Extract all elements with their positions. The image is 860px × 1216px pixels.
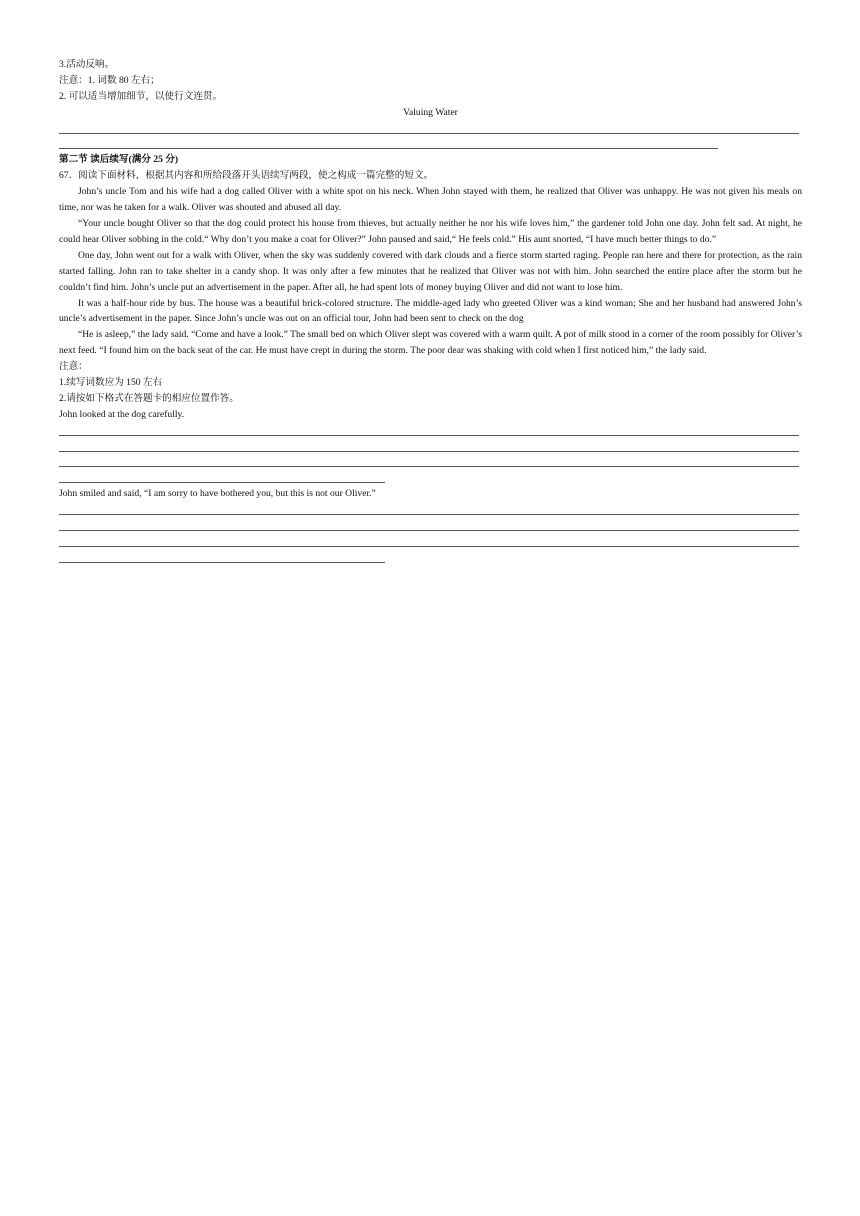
essay-title: Valuing Water	[403, 106, 458, 118]
paragraph-opening-1: John looked at the dog carefully.	[59, 408, 185, 420]
answer-line	[59, 121, 799, 137]
note-continuation-length: 1.续写词数应为 150 左右	[59, 377, 163, 389]
answer-line	[59, 423, 799, 439]
section-heading: 第二节 读后续写(满分 25 分)	[59, 154, 179, 166]
item-3-text: 3.活动反响。	[59, 59, 115, 70]
story-paragraph: John’s uncle Tom and his wife had a dog called Oliver with a white spot on his neck. When John stayed with them, he realized that Oliver was unhappy. He was not given his meals on time, nor was he taken for a walk. Oliver was shouted and abused all day.	[59, 186, 802, 214]
question-instruction: 67．阅读下面材料，根据其内容和所给段落开头语续写两段，使之构成一篇完整的短文。	[59, 170, 434, 182]
note-add-details: 2. 可以适当增加细节，以使行文连贯。	[59, 90, 223, 102]
note-word-count: 注意：1. 词数 80 左右；	[59, 74, 160, 86]
answer-line	[59, 137, 718, 153]
story-paragraph: “He is asleep,” the lady said. “Come and have a look.” The small bed on which Oliver slept was covered with a warm quilt. A pot of milk stood in a corner of the room possibly for Oliver’s next feed. “I found him on the back seat of the car. He must have crept in during the storm. The poor dear was shaking with cold when I first noticed him,” the lady said.	[59, 329, 802, 357]
story-paragraph: One day, John went out for a walk with Oliver, when the sky was suddenly covered with dark clouds and a fierce storm started raging. People ran here and there for protection, as the rain started falling. John ran to take shelter in a candy shop. It was only after a few minutes that he realized that Oliver was not with him. John searched the entire place after the storm but he couldn’t find him. John’s uncle put an advertisement in the paper. After all, he had spent lots of money buying Oliver and did not want to lose him.	[59, 249, 802, 293]
answer-line	[59, 470, 385, 486]
answer-line	[59, 518, 799, 534]
notes-label: 注意：	[59, 361, 88, 373]
answer-line	[59, 534, 799, 550]
answer-line	[59, 455, 799, 471]
story-paragraph: It was a half-hour ride by bus. The house was a beautiful brick-colored structure. The middle-aged lady who greeted Oliver was a kind woman; She and her husband had answered John’s uncle’s advertisement in the paper. Since John’s uncle was out on an official tour, John had been sent to check on the dog	[59, 297, 802, 325]
answer-line	[59, 502, 799, 518]
story-paragraph: “Your uncle bought Oliver so that the dog could protect his house from thieves, but actually neither he nor his wife loves him,” the gardener told John one day. John felt sad. At night, he could hear Oliver sobbing in the cold.“ Why don’t you make a coat for Oliver?” John paused and said,“ He feels cold.” His aunt snorted, “I have much better things to do.”	[59, 218, 802, 245]
paragraph-opening-2: John smiled and said, “I am sorry to have bothered you, but this is not our Oliver.”	[59, 488, 376, 500]
answer-line	[59, 439, 799, 455]
note-answer-format: 2.请按如下格式在答题卡的相应位置作答。	[59, 393, 239, 404]
answer-line	[59, 550, 385, 566]
document-page	[59, 57, 802, 566]
